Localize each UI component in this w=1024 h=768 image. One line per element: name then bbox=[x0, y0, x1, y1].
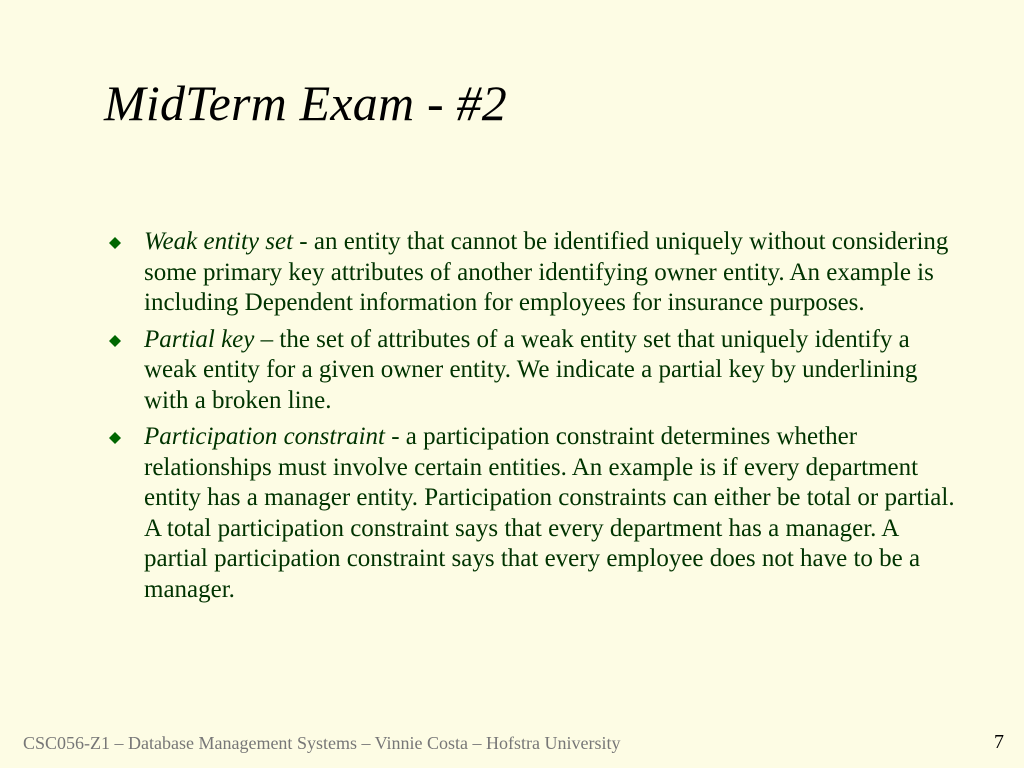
bullet-item bbox=[105, 422, 955, 605]
diamond-bullet-icon bbox=[109, 335, 121, 347]
bullet-item bbox=[105, 227, 955, 319]
bullet-term: Partial key bbox=[144, 325, 255, 353]
page-number: 7 bbox=[994, 731, 1004, 753]
bullet-text: – the set of attributes of a weak entity set that uniquely identify a weak entity for a given owner entity. We indicate a partial key by underlining with a broken line. bbox=[144, 325, 918, 414]
bullet-term: Weak entity set bbox=[144, 228, 294, 255]
slide-footer: CSC056-Z1 – Database Management Systems – Vinnie Costa – Hofstra University bbox=[23, 733, 621, 753]
bullet-term: Participation constraint bbox=[144, 423, 385, 450]
bullet-text: - a participation constraint determines whether relationships must involve certain entities. An example is if every department entity has a manager entity. Participation constraints can either be total or partial. A total participation constraint says that every department has a manager. A partial participation constraint says that every employee does not have to be a manager. bbox=[144, 423, 955, 603]
diamond-bullet-icon bbox=[109, 432, 121, 444]
diamond-bullet-icon bbox=[109, 237, 121, 249]
bullet-item bbox=[105, 325, 955, 417]
bullet-text: - an entity that cannot be identified uniquely without considering some primary key attributes of another identifying owner entity. An example is including Dependent information for employees for insurance purposes. bbox=[144, 228, 949, 316]
bullet-list bbox=[105, 227, 955, 611]
slide-title: MidTerm Exam - #2 bbox=[104, 75, 507, 131]
